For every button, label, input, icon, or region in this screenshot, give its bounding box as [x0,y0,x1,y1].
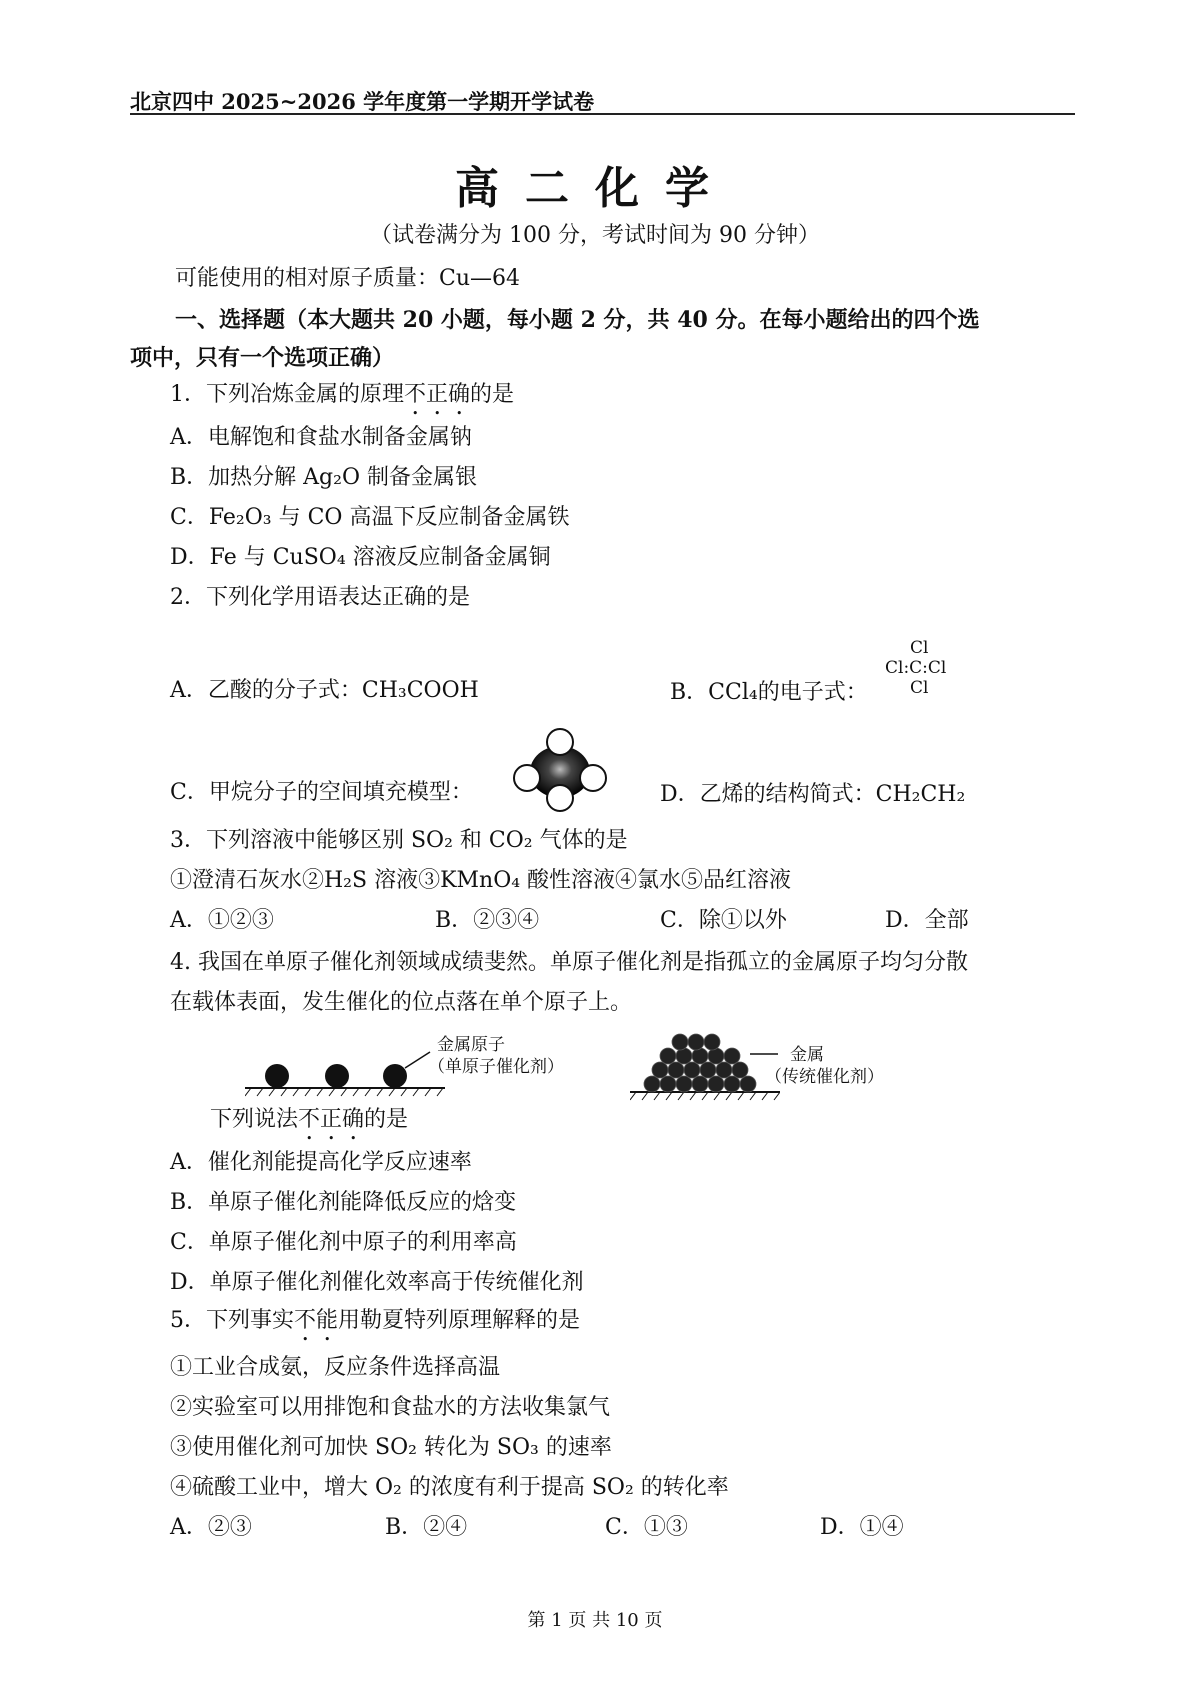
q1-option-d: D．Fe 与 CuSO₄ 溶液反应制备金属铜 [170,545,551,570]
label-metal-atom: 金属原子 [437,1035,505,1055]
q1-stem-emphasis: 不正确 [404,382,471,407]
label-metal: 金属 [790,1045,824,1065]
section-heading-line2: 项中，只有一个选项正确） [130,345,395,371]
atomic-mass-note: 可能使用的相对原子质量：Cu—64 [175,266,520,291]
label-traditional-catalyst: （传统催化剂） [765,1067,884,1087]
q4-stem-line2: 在载体表面，发生催化的位点落在单个原子上。 [170,990,633,1015]
q3-option-d: D．全部 [885,908,969,933]
q1-option-a: A．电解饱和食盐水制备金属钠 [170,425,472,450]
q4-question [210,1107,408,1145]
q5-item-3: ③使用催化剂可加快 SO₂ 转化为 SO₃ 的速率 [170,1435,612,1460]
q5-option-c: C．①③ [605,1515,688,1540]
q5-option-b: B．②④ [385,1515,468,1540]
q5-option-a: A．②③ [170,1515,252,1540]
q3-stem: 3．下列溶液中能够区别 SO₂ 和 CO₂ 气体的是 [170,828,628,853]
q5-stem-emphasis: 不能 [294,1308,339,1333]
q2-option-d: D．乙烯的结构简式：CH₂CH₂ [660,782,966,807]
q4-option-a: A．催化剂能提高化学反应速率 [170,1150,472,1175]
q3-option-a: A．①②③ [170,908,274,933]
q5-item-1: ①工业合成氨，反应条件选择高温 [170,1355,501,1380]
label-single-atom-catalyst: （单原子催化剂） [428,1057,564,1077]
q4-question-emphasis: 不正确 [298,1107,365,1132]
q4-option-c: C．单原子催化剂中原子的利用率高 [170,1230,517,1255]
q1-stem [170,382,514,420]
q2-option-c: C．甲烷分子的空间填充模型： [170,780,473,805]
q4-question-pre: 下列说法 [210,1107,299,1132]
exam-info: （试卷满分为 100 分，考试时间为 90 分钟） [370,223,820,248]
q4-option-b: B．单原子催化剂能降低反应的焓变 [170,1190,517,1215]
ccl4-top-cl: Cl [910,638,929,658]
header-rule [130,113,1075,115]
traditional-catalyst-diagram [630,1020,780,1110]
q4-question-post: 的是 [364,1107,409,1132]
q5-stem [170,1308,580,1346]
q1-stem-post: 的是 [470,382,515,407]
q4-option-d: D．单原子催化剂催化效率高于传统催化剂 [170,1270,584,1295]
q3-items: ①澄清石灰水②H₂S 溶液③KMnO₄ 酸性溶液④氯水⑤品红溶液 [170,868,792,893]
q2-stem: 2．下列化学用语表达正确的是 [170,585,470,610]
school-header: 北京四中 2025~2026 学年度第一学期开学试卷 [130,89,595,114]
q1-option-c: C．Fe₂O₃ 与 CO 高温下反应制备金属铁 [170,505,570,530]
q5-item-2: ②实验室可以用排饱和食盐水的方法收集氯气 [170,1395,611,1420]
single-atom-catalyst-diagram [245,1050,445,1105]
page-number: 第 1 页 共 10 页 [527,1610,663,1631]
q1-option-b: B．加热分解 Ag₂O 制备金属银 [170,465,477,490]
q4-stem-line1: 4. 我国在单原子催化剂领域成绩斐然。单原子催化剂是指孤立的金属原子均匀分散 [170,950,968,975]
q3-option-c: C．除①以外 [660,908,787,933]
ccl4-bottom-cl: Cl [910,678,929,698]
methane-space-filling-model [512,728,608,812]
q5-stem-post: 用勒夏特列原理解释的是 [338,1308,581,1333]
q5-stem-pre: 5．下列事实 [170,1308,294,1333]
q3-option-b: B．②③④ [435,908,540,933]
q1-stem-pre: 1．下列冶炼金属的原理 [170,382,404,407]
section-heading-line1: 一、选择题（本大题共 20 小题，每小题 2 分，共 40 分。在每小题给出的四个选 [175,307,980,333]
q2-option-a: A．乙酸的分子式：CH₃COOH [170,678,479,703]
exam-title: 高二化学 [455,163,735,214]
q2-option-b: B．CCl₄的电子式： [670,680,868,705]
q5-item-4: ④硫酸工业中，增大 O₂ 的浓度有利于提高 SO₂ 的转化率 [170,1475,729,1500]
q5-option-d: D．①④ [820,1515,904,1540]
ccl4-middle: Cl:C:Cl [885,658,947,678]
